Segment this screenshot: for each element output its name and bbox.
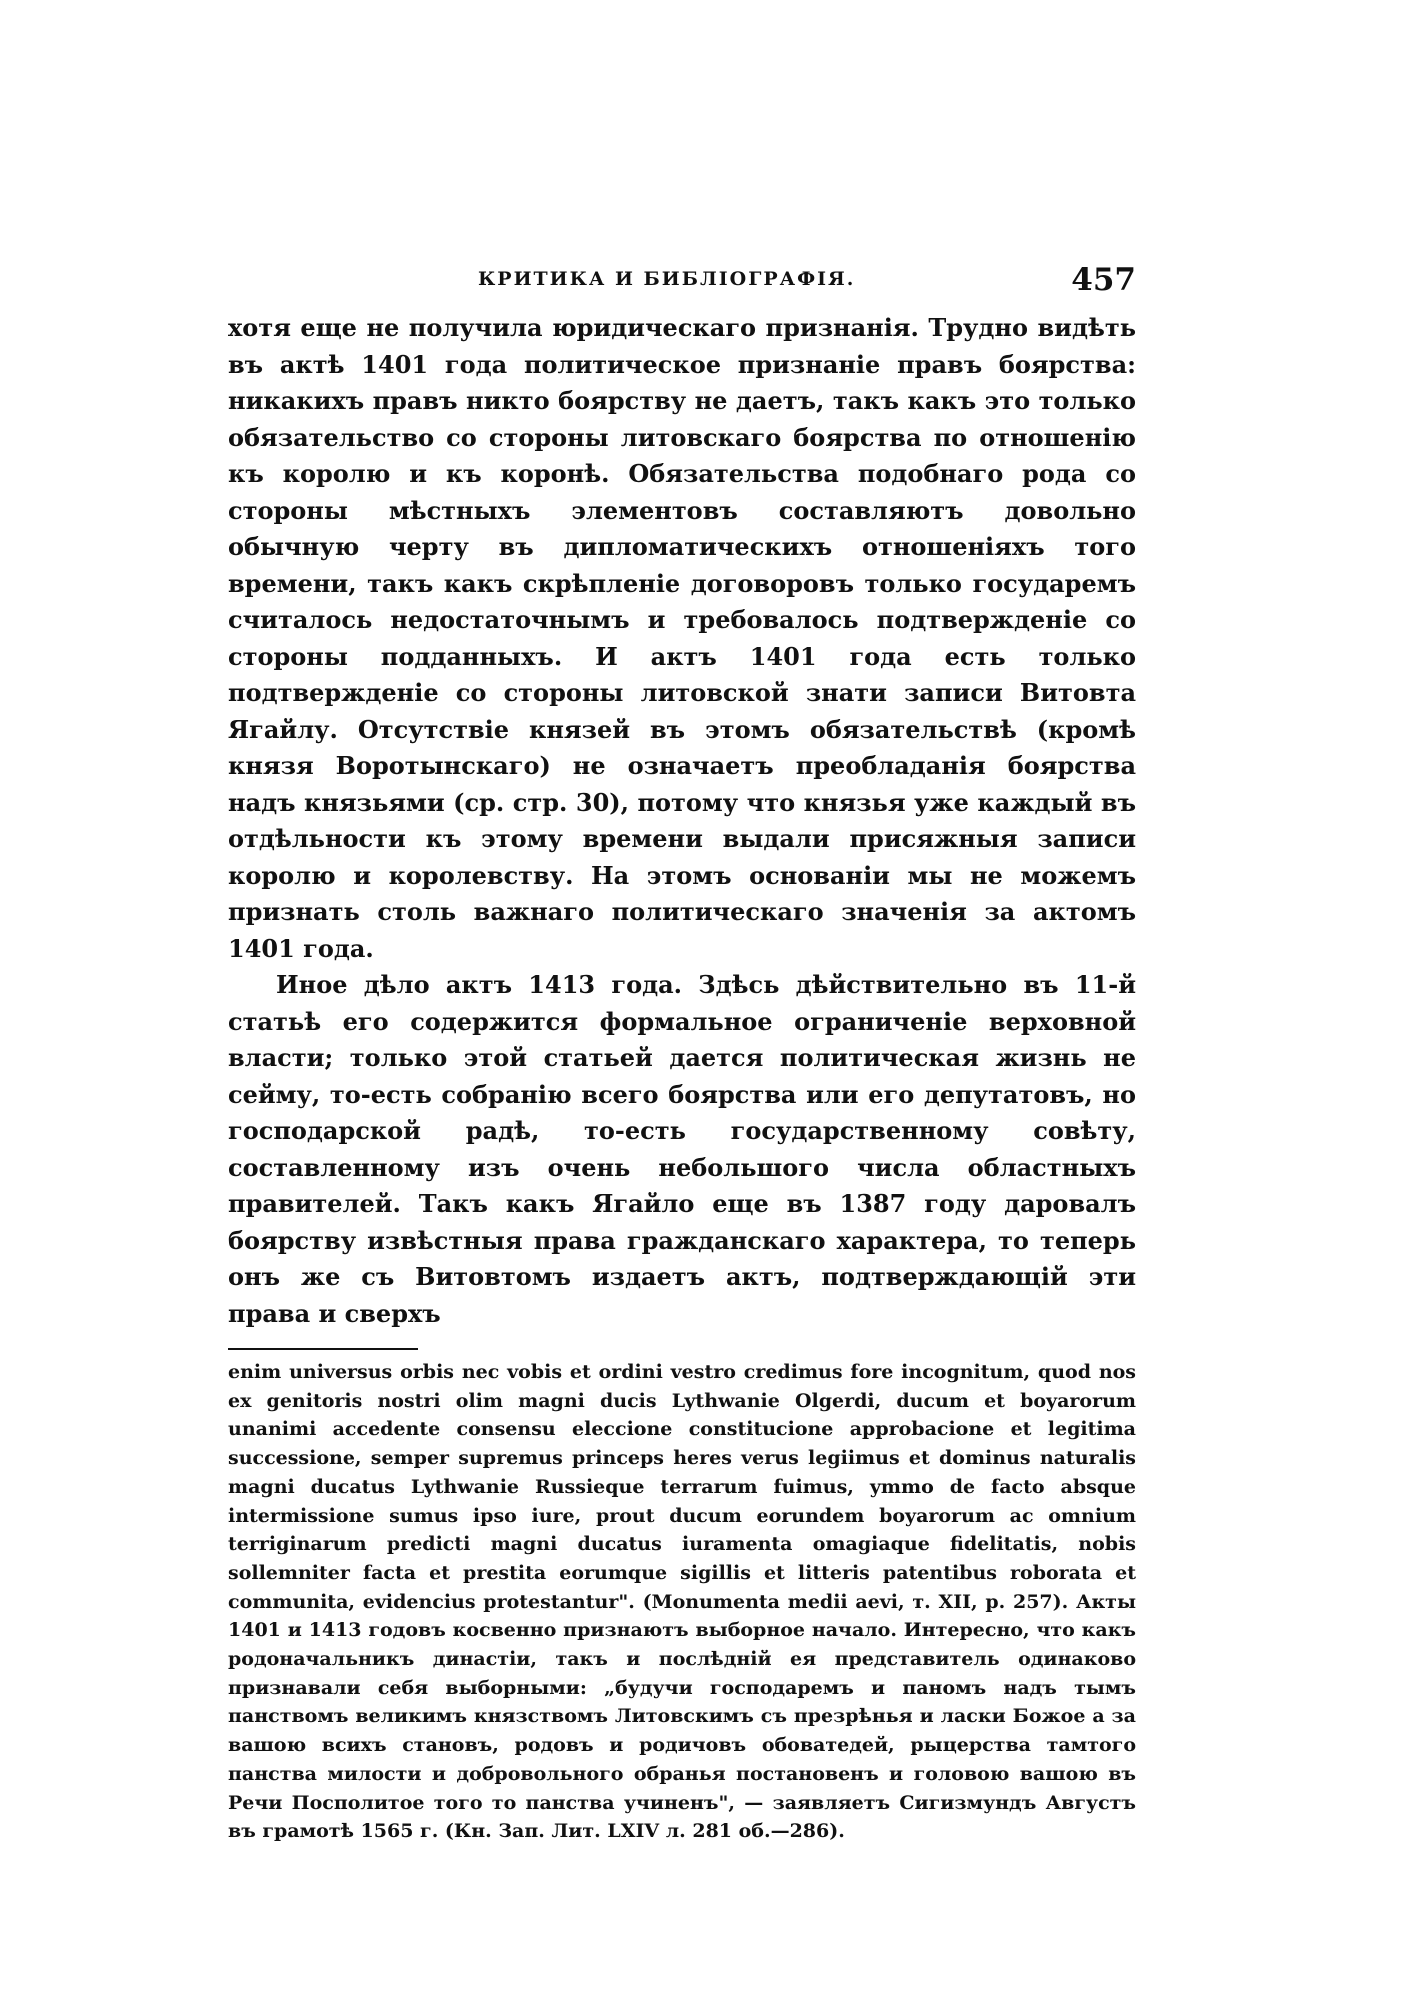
running-head-title: КРИТИКА И БИБЛІОГРАФІЯ. [478,268,856,290]
footnote-divider [228,1348,418,1350]
running-head [228,262,1136,302]
footnote [228,1358,1136,1846]
body-paragraph-1: хотя еще не получила юридическаго признанія. Трудно видѣть въ актѣ 1401 года политическое признаніе правъ боярства: никакихъ правъ никто боярству не даетъ, такъ какъ это только обязательство со стороны литовскаго боярства по отношенію къ королю и къ коронѣ. Обязательства подобнаго рода со стороны мѣстныхъ элементовъ составляютъ довольно обычную черту въ дипломатическихъ отношеніяхъ того времени, такъ какъ скрѣпленіе договоровъ только государемъ считалось недостаточнымъ и требовалось подтвержденіе со стороны подданныхъ. И актъ 1401 года есть только подтвержденіе со стороны литовской знати записи Витовта Ягайлу. Отсутствіе князей въ этомъ обязательствѣ (кромѣ князя Воротынскаго) не означаетъ преобладанія боярства надъ князьями (ср. стр. 30), потому что князья уже каждый въ отдѣльности къ этому времени выдали присяжныя записи королю и королевству. На этомъ основаніи мы не можемъ признать столь важнаго политическаго значенія за актомъ 1401 года. [228,313,1136,963]
document-page [228,262,1136,1846]
footnote-text: enim universus orbis nec vobis et ordini vestro credimus fore incognitum, quod nos ex genitoris nostri olim magni ducis Lythwanie Olgerdi, ducum et boyarorum unanimi accedente consensu eleccione constitucione approbacione et legitima successione, semper supremus princeps heres verus legiimus et dominus naturalis magni ducatus Lythwanie Russieque terrarum fuimus, ymmo de facto absque intermissione sumus ipso iure, prout ducum eorundem boyarorum ac omnium terriginarum predicti magni ducatus iuramenta omagiaque fidelitatis, nobis sollemniter facta et prestita eorumque sigillis et litteris patentibus roborata et communita, evidencius protestantur". (Monumenta medii aevi, т. XII, p. 257). Акты 1401 и 1413 годовъ косвенно признаютъ выборное начало. Интересно, что какъ родоначальникъ династіи, такъ и послѣдній ея представитель одинаково признавали себя выборными: „будучи господаремъ и паномъ надъ тымъ панствомъ великимъ князствомъ Литовскимъ съ презрѣнья и ласки Божое а за вашою всихъ становъ, родовъ и родичовъ обоватедей, рыцерства тамтого панства милости и добровольного обранья постановенъ и головою вашою въ Речи Посполитое того то панства учиненъ", — заявляетъ Сигизмундъ Августъ въ грамотѣ 1565 г. (Кн. Зап. Лит. LXIV л. 281 об.—286). [228,1361,1136,1843]
page-number: 457 [1071,262,1136,298]
body-paragraph-2: Иное дѣло актъ 1413 года. Здѣсь дѣйствительно въ 11-й статьѣ его содержится формальное ограниченіе верховной власти; только этой статьей дается политическая жизнь не сейму, то-есть собранію всего боярства или его депутатовъ, но господарской радѣ, то-есть государственному совѣту, составленному изъ очень небольшого числа областныхъ правителей. Такъ какъ Ягайло еще въ 1387 году даровалъ боярству извѣстныя права гражданскаго характера, то теперь онъ же съ Витовтомъ издаетъ актъ, подтверждающій эти права и сверхъ [228,970,1136,1328]
main-text [228,310,1136,1332]
